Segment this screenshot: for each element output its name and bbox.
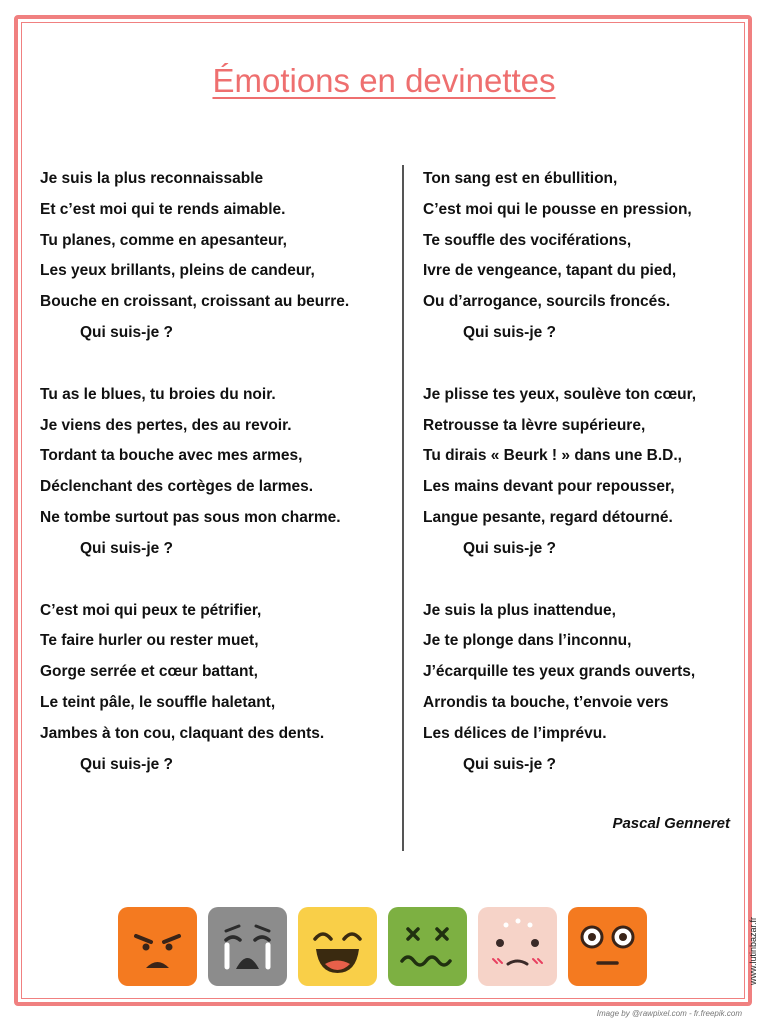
poem-line: Ivre de vengeance, tapant du pied, [423, 262, 677, 280]
poem-line: J’écarquille tes yeux grands ouverts, [423, 663, 696, 681]
poem-line: C’est moi qui le pousse en pression, [423, 200, 692, 218]
riddle-stanza [423, 386, 696, 571]
riddle-stanza [40, 602, 349, 787]
sad-face-icon [208, 907, 287, 986]
emotion-faces-row [118, 907, 647, 986]
poem-line: Déclenchant des cortèges de larmes. [40, 478, 314, 496]
poem-line: Arrondis ta bouche, t’envoie vers [423, 693, 669, 711]
riddle-question: Qui suis-je ? [463, 755, 557, 773]
riddle-question: Qui suis-je ? [80, 323, 174, 341]
poem-line: Tu dirais « Beurk ! » dans une B.D., [423, 447, 682, 465]
image-credit: Image by @rawpixel.com - fr.freepik.com [596, 1009, 742, 1018]
poem-line: Te souffle des vociférations, [423, 231, 632, 249]
poem-line: Le teint pâle, le souffle haletant, [40, 693, 276, 711]
poem-line: C’est moi qui peux te pétrifier, [40, 601, 262, 619]
riddle-stanza [423, 170, 696, 355]
poem-line: Je te plonge dans l’inconnu, [423, 632, 632, 650]
poem-line: Je suis la plus reconnaissable [40, 170, 264, 187]
poem-line: Et c’est moi qui te rends aimable. [40, 200, 286, 218]
riddle-stanza [40, 170, 349, 355]
poem-line: Ou d’arrogance, sourcils froncés. [423, 293, 671, 311]
poem-line: Retrousse ta lèvre supérieure, [423, 416, 646, 434]
column-divider [402, 165, 404, 851]
site-watermark: www.lutinbazar.fr [748, 916, 758, 985]
poem-line: Les mains devant pour repousser, [423, 478, 675, 496]
poem-line: Langue pesante, regard détourné. [423, 508, 673, 526]
poem-line: Bouche en croissant, croissant au beurre. [40, 293, 350, 311]
poem-line: Tordant ta bouche avec mes armes, [40, 447, 303, 465]
riddle-stanza [40, 386, 349, 571]
disgusted-face-icon [388, 907, 467, 986]
poem-line: Te faire hurler ou rester muet, [40, 632, 259, 650]
happy-face-icon [298, 907, 377, 986]
scared-face-icon [478, 907, 557, 986]
page-title: Émotions en devinettes [212, 62, 556, 99]
angry-face-icon [118, 907, 197, 986]
poem-line: Les yeux brillants, pleins de candeur, [40, 262, 315, 280]
riddle-question: Qui suis-je ? [80, 539, 174, 557]
poem-line: Je plisse tes yeux, soulève ton cœur, [423, 385, 697, 403]
poem-line: Tu as le blues, tu broies du noir. [40, 385, 276, 403]
poem-line: Ton sang est en ébullition, [423, 170, 618, 187]
poem-line: Ne tombe surtout pas sous mon charme. [40, 508, 341, 526]
poem-line: Je suis la plus inattendue, [423, 601, 616, 619]
surprised-face-icon [568, 907, 647, 986]
right-column [423, 170, 696, 817]
riddle-question: Qui suis-je ? [463, 539, 557, 557]
author-signature: Pascal Genneret [612, 815, 730, 832]
riddle-question: Qui suis-je ? [463, 323, 557, 341]
poem-line: Jambes à ton cou, claquant des dents. [40, 724, 325, 742]
poem-line: Tu planes, comme en apesanteur, [40, 231, 287, 249]
poem-line: Gorge serrée et cœur battant, [40, 663, 258, 681]
left-column [40, 170, 349, 817]
poem-line: Je viens des pertes, des au revoir. [40, 416, 292, 434]
riddle-question: Qui suis-je ? [80, 755, 174, 773]
riddle-stanza [423, 602, 696, 787]
poem-line: Les délices de l’imprévu. [423, 724, 607, 742]
